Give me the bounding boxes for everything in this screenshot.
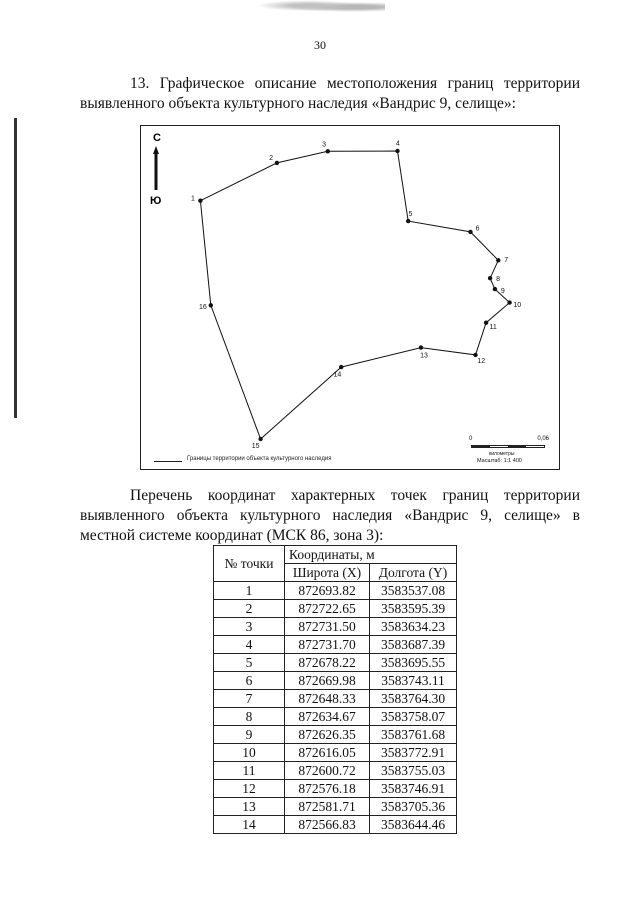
cell-point-number: 6 <box>214 672 285 690</box>
table-row <box>214 744 457 762</box>
boundary-point-label: 12 <box>477 357 486 365</box>
cell-latitude: 872634.67 <box>285 708 370 726</box>
cell-longitude: 3583695.55 <box>370 654 457 672</box>
cell-latitude: 872678.22 <box>285 654 370 672</box>
header-point-number: № точки <box>214 546 285 582</box>
scale-label: Масштаб: 1:1 400 <box>477 458 522 464</box>
table-row <box>214 780 457 798</box>
cell-longitude: 3583644.46 <box>370 816 457 834</box>
scan-edge-mark <box>14 118 17 418</box>
cell-longitude: 3583772.91 <box>370 744 457 762</box>
boundary-point-label: 11 <box>489 323 497 331</box>
boundary-point-marker <box>496 258 500 262</box>
boundary-point-label: 9 <box>500 287 505 295</box>
boundary-point-label: 16 <box>199 304 207 312</box>
legend-line-swatch <box>154 461 182 462</box>
scale-max: 0,06 <box>537 436 549 442</box>
section-heading <box>80 74 580 114</box>
table-row <box>214 654 457 672</box>
intro-line-2: выявленного объекта культурного наследия «Вандрис 9, селище» в <box>80 507 580 524</box>
table-row <box>214 618 457 636</box>
table-row <box>214 672 457 690</box>
cell-latitude: 872648.33 <box>285 690 370 708</box>
cell-longitude: 3583743.11 <box>370 672 457 690</box>
boundary-point-label: 6 <box>475 225 480 233</box>
coordinates-table-body <box>214 582 457 834</box>
scale-bar-graphic <box>471 445 545 448</box>
cell-point-number: 2 <box>214 600 285 618</box>
table-row <box>214 600 457 618</box>
boundary-point-label: 3 <box>322 141 327 149</box>
cell-longitude: 3583761.68 <box>370 726 457 744</box>
intro-line-3: местной системе координат (МСК 86, зона 3): <box>80 527 384 544</box>
cell-longitude: 3583687.39 <box>370 636 457 654</box>
heading-line-2: выявленного объекта культурного наследия «Вандрис 9, селище»: <box>80 95 516 112</box>
north-arrow-icon <box>153 146 159 190</box>
table-header-row <box>214 546 457 564</box>
table-row <box>214 762 457 780</box>
cell-point-number: 13 <box>214 798 285 816</box>
cell-point-number: 1 <box>214 582 285 600</box>
table-row <box>214 798 457 816</box>
cell-latitude: 872731.50 <box>285 618 370 636</box>
cell-latitude: 872581.71 <box>285 798 370 816</box>
scale-bar <box>469 436 549 466</box>
boundary-point-marker <box>406 219 410 223</box>
cell-point-number: 11 <box>214 762 285 780</box>
cell-longitude: 3583755.03 <box>370 762 457 780</box>
cell-latitude: 872600.72 <box>285 762 370 780</box>
cell-latitude: 872731.70 <box>285 636 370 654</box>
boundary-point-marker <box>275 161 279 165</box>
boundary-point-label: 8 <box>496 276 501 283</box>
north-label: С <box>153 132 161 144</box>
boundary-point-marker <box>473 353 477 357</box>
cell-longitude: 3583758.07 <box>370 708 457 726</box>
table-row <box>214 690 457 708</box>
cell-point-number: 4 <box>214 636 285 654</box>
coordinates-intro <box>80 486 580 546</box>
boundary-point-marker <box>484 321 488 325</box>
boundary-point-marker <box>507 300 511 304</box>
cell-latitude: 872669.98 <box>285 672 370 690</box>
boundary-map <box>140 125 560 470</box>
boundary-point-marker <box>258 437 262 441</box>
boundary-map-canvas <box>141 126 561 471</box>
intro-line-1: Перечень координат характерных точек границ территории <box>130 487 580 504</box>
cell-longitude: 3583634.23 <box>370 618 457 636</box>
boundary-layer <box>191 141 521 450</box>
table-row <box>214 726 457 744</box>
boundary-point-label: 1 <box>191 195 195 203</box>
south-label: Ю <box>150 195 162 207</box>
boundary-point-label: 14 <box>333 371 342 379</box>
cell-latitude: 872722.65 <box>285 600 370 618</box>
legend-text: Границы территории объекта культурного наследия <box>187 456 332 462</box>
cell-point-number: 10 <box>214 744 285 762</box>
heading-line-1: 13. Графическое описание местоположения границ территории <box>130 75 580 92</box>
cell-latitude: 872626.35 <box>285 726 370 744</box>
cell-point-number: 3 <box>214 618 285 636</box>
boundary-point-marker <box>419 345 423 349</box>
table-row <box>214 816 457 834</box>
cell-point-number: 14 <box>214 816 285 834</box>
cell-point-number: 9 <box>214 726 285 744</box>
header-latitude: Широта (X) <box>285 564 370 582</box>
boundary-point-marker <box>488 276 492 280</box>
boundary-line <box>200 151 509 439</box>
boundary-point-label: 4 <box>395 140 400 148</box>
boundary-point-marker <box>198 199 202 203</box>
cell-longitude: 3583537.08 <box>370 582 457 600</box>
cell-longitude: 3583764.30 <box>370 690 457 708</box>
boundary-point-label: 5 <box>408 211 413 218</box>
boundary-point-marker <box>395 149 399 153</box>
cell-longitude: 3583705.36 <box>370 798 457 816</box>
cell-point-number: 5 <box>214 654 285 672</box>
cell-latitude: 872693.82 <box>285 582 370 600</box>
boundary-point-marker <box>209 303 213 307</box>
boundary-point-label: 7 <box>504 256 509 264</box>
cell-point-number: 7 <box>214 690 285 708</box>
cell-longitude: 3583746.91 <box>370 780 457 798</box>
cell-point-number: 12 <box>214 780 285 798</box>
coordinates-table <box>213 545 457 834</box>
header-coordinates: Координаты, м <box>285 546 457 564</box>
boundary-point-marker <box>339 365 343 369</box>
scale-unit: километры <box>489 451 515 457</box>
boundary-point-label: 15 <box>251 442 260 450</box>
boundary-point-marker <box>326 149 330 153</box>
boundary-point-label: 10 <box>513 302 522 309</box>
header-longitude: Долгота (Y) <box>370 564 457 582</box>
boundary-point-label: 2 <box>269 154 274 162</box>
boundary-point-marker <box>468 230 472 234</box>
table-row <box>214 582 457 600</box>
page-number: 30 <box>314 38 326 52</box>
table-row <box>214 636 457 654</box>
cell-point-number: 8 <box>214 708 285 726</box>
cell-longitude: 3583595.39 <box>370 600 457 618</box>
scale-zero: 0 <box>469 436 473 442</box>
cell-latitude: 872616.05 <box>285 744 370 762</box>
cell-latitude: 872566.83 <box>285 816 370 834</box>
table-row <box>214 708 457 726</box>
cell-latitude: 872576.18 <box>285 780 370 798</box>
boundary-point-label: 13 <box>420 352 428 360</box>
scan-noise-top <box>255 0 385 14</box>
boundary-point-marker <box>493 287 497 291</box>
